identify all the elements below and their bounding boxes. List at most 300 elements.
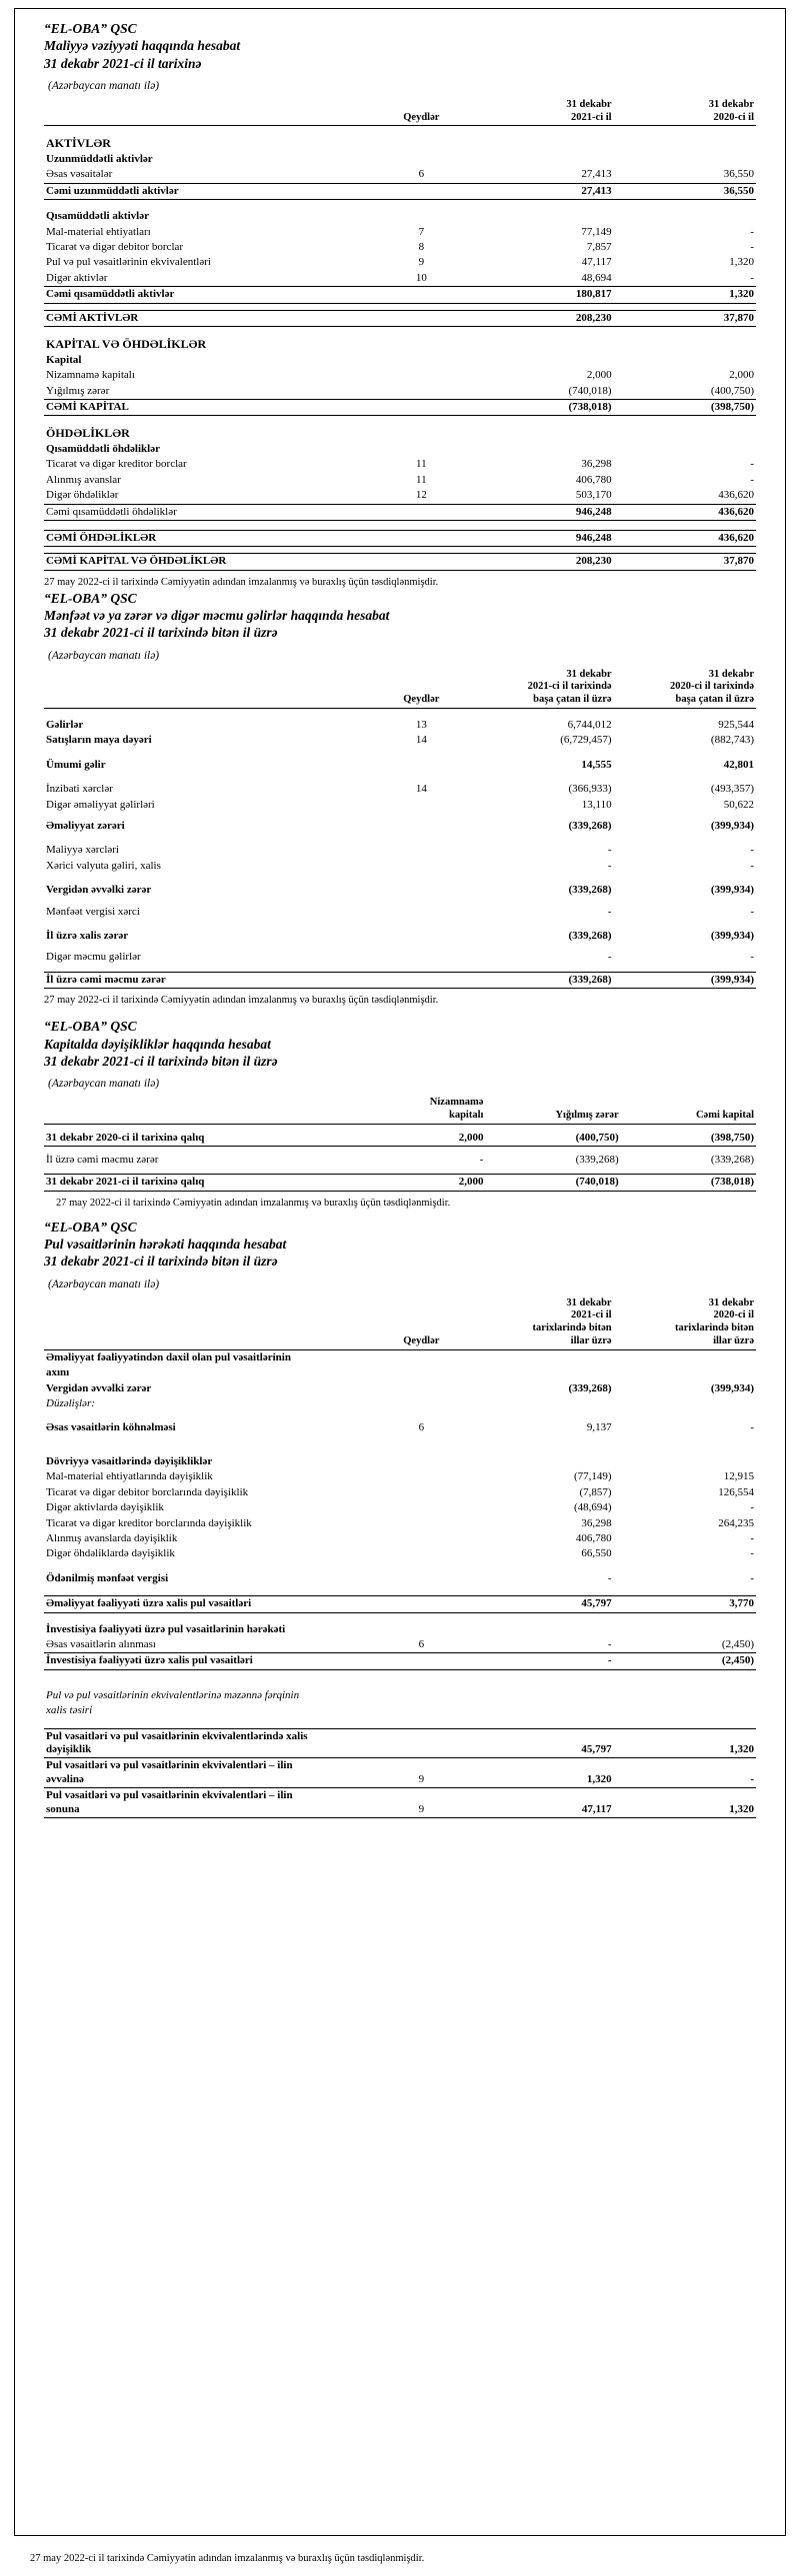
row-value-2: - bbox=[750, 1421, 754, 1434]
table-row bbox=[44, 718, 756, 733]
spacer-row bbox=[44, 1445, 756, 1454]
table-row-total bbox=[44, 1653, 756, 1669]
table-row bbox=[44, 1546, 756, 1561]
table-row-grand bbox=[44, 530, 756, 546]
statement-profit-loss bbox=[44, 590, 756, 1006]
row-value-2: - bbox=[750, 271, 754, 284]
table-header-row bbox=[44, 1296, 756, 1350]
row-value-2: 1,320 bbox=[729, 256, 754, 269]
row-note bbox=[372, 1485, 472, 1500]
row-value-2: 1,320 bbox=[614, 287, 756, 303]
row-value-2: 2,000 bbox=[729, 369, 754, 382]
row-label: Digər məcmu gəlirlər bbox=[46, 951, 141, 964]
row-label: İl üzrə xalis zərər bbox=[46, 930, 129, 943]
table-row bbox=[44, 255, 756, 270]
row-value-2: 925,544 bbox=[718, 718, 754, 731]
row-value-3: (398,750) bbox=[621, 1131, 756, 1147]
row-label: CƏMİ KAPİTAL bbox=[44, 399, 372, 415]
row-value-1: (339,268) bbox=[568, 930, 612, 943]
row-label: Yığılmış zərər bbox=[46, 384, 110, 397]
row-value-1: 27,413 bbox=[581, 168, 612, 181]
spacer-row bbox=[44, 834, 756, 843]
table-row bbox=[44, 384, 756, 400]
row-value-2: 12,915 bbox=[723, 1470, 754, 1483]
row-value-1: 48,694 bbox=[581, 271, 612, 284]
header-col2: 31 dekabr 2020-ci il tarixində başa çatan il üzrə bbox=[614, 668, 756, 709]
table-row-total bbox=[44, 929, 756, 944]
table-row bbox=[44, 473, 756, 488]
table-row bbox=[44, 798, 756, 813]
subhead-noncurrent: Uzunmüddətli aktivlər bbox=[46, 153, 153, 166]
table-row-total bbox=[44, 183, 756, 199]
spacer-row bbox=[44, 303, 756, 310]
row-label: Əməliyyat zərəri bbox=[46, 820, 125, 833]
row-value-1: 45,797 bbox=[471, 1728, 613, 1758]
row-note bbox=[372, 972, 472, 988]
row-value-2: 1,320 bbox=[614, 1728, 756, 1758]
row-value-1: (738,018) bbox=[471, 399, 613, 415]
currency-note-pl: (Azərbaycan manatı ilə) bbox=[48, 649, 160, 662]
row-value-1: 946,248 bbox=[471, 504, 613, 520]
row-label: CƏMİ KAPİTAL VƏ ÖHDƏLİKLƏR bbox=[44, 554, 372, 570]
row-value-1: 7,857 bbox=[586, 241, 612, 254]
spacer-row bbox=[44, 920, 756, 929]
row-note bbox=[372, 1596, 472, 1612]
row-value-1: 6,744,012 bbox=[567, 718, 612, 731]
row-label: Pul vəsaitləri və pul vəsaitlərinin ekvivalentləri – ilin sonuna bbox=[44, 1788, 372, 1818]
table-row bbox=[44, 1516, 756, 1531]
spacer-row bbox=[44, 1562, 756, 1571]
company-name: “EL-OBA” QSC bbox=[44, 1219, 137, 1235]
row-value-2: 50,622 bbox=[723, 798, 754, 811]
row-label: CƏMİ AKTİVLƏR bbox=[44, 310, 372, 326]
row-note: 9 bbox=[418, 256, 425, 269]
row-label: Cəmi qısamüddətli aktivlər bbox=[44, 287, 372, 303]
spacer-row bbox=[44, 1436, 756, 1445]
company-name: “EL-OBA” QSC bbox=[44, 21, 137, 36]
row-value-1: 946,248 bbox=[471, 530, 613, 546]
row-label: İl üzrə cəmi məcmu zərər bbox=[46, 1154, 159, 1167]
row-value-1: (339,268) bbox=[471, 972, 613, 988]
spacer-row bbox=[44, 773, 756, 782]
row-value-1: 406,780 bbox=[575, 473, 612, 486]
row-label: 31 dekabr 2021-ci il tarixinə qalıq bbox=[44, 1175, 372, 1191]
row-value-2: 1,320 bbox=[614, 1788, 756, 1818]
row-value-2: - bbox=[614, 1758, 756, 1788]
statement-pl-title-line2: 31 dekabr 2021-ci il tarixində bitən il üzrə bbox=[44, 625, 278, 641]
row-value-1: (7,857) bbox=[579, 1485, 612, 1498]
row-value-1: 27,413 bbox=[471, 183, 613, 199]
row-note bbox=[372, 310, 472, 326]
row-label: Alınmış avanslar bbox=[46, 473, 121, 486]
row-value-1: 1,320 bbox=[471, 1758, 613, 1788]
table-row bbox=[44, 368, 756, 383]
row-value-2: 37,870 bbox=[614, 554, 756, 570]
cashflow-table bbox=[44, 1296, 756, 1818]
row-label: Cəmi uzunmüddətli aktivlər bbox=[44, 183, 372, 199]
row-value-2: (399,934) bbox=[710, 884, 754, 897]
row-note bbox=[372, 183, 472, 199]
row-note: 14 bbox=[415, 783, 427, 796]
row-value-1: 14,555 bbox=[581, 758, 612, 771]
row-value-1: 66,550 bbox=[581, 1547, 612, 1560]
spacer-row bbox=[44, 200, 756, 210]
header-note: Qeydlər bbox=[372, 1296, 472, 1350]
row-label: Mal-material ehtiyatları bbox=[46, 225, 151, 238]
row-note bbox=[372, 1571, 472, 1586]
row-label: Vergidən əvvəlki zərər bbox=[46, 884, 152, 897]
row-value-2: (400,750) bbox=[710, 384, 754, 397]
row-value-1: 180,817 bbox=[471, 287, 613, 303]
row-label: Cəmi qısamüddətli öhdəliklər bbox=[44, 504, 372, 520]
row-value-1: - bbox=[607, 844, 612, 857]
header-note: Qeydlər bbox=[372, 668, 472, 709]
header-col1: 31 dekabr 2021-ci il bbox=[471, 98, 613, 126]
table-row bbox=[44, 488, 756, 504]
table-row bbox=[44, 950, 756, 965]
row-value-2: - bbox=[750, 1571, 754, 1584]
table-row-grand bbox=[44, 554, 756, 570]
row-value-1: 36,298 bbox=[581, 458, 612, 471]
row-note: 10 bbox=[415, 271, 427, 284]
row-value-2: 37,870 bbox=[614, 310, 756, 326]
row-note: 6 bbox=[418, 1421, 425, 1434]
row-label: Əməliyyat fəaliyyəti üzrə xalis pul vəsaitləri bbox=[44, 1596, 372, 1612]
row-note: 9 bbox=[372, 1758, 472, 1788]
row-value-2: - bbox=[750, 951, 754, 964]
row-label: Maliyyə xərcləri bbox=[46, 844, 119, 857]
row-value-2: - bbox=[750, 844, 754, 857]
spacer-row bbox=[44, 749, 756, 758]
signature-note-cashflow: 27 may 2022-ci il tarixində Cəmiyyətin adından imzalanmış və buraxlış üçün təsdiqlənmişdir. bbox=[30, 2553, 425, 2564]
spacer-row bbox=[44, 416, 756, 426]
row-value-1: 208,230 bbox=[471, 554, 613, 570]
subhead-working-capital: Dövriyyə vəsaitlərində dəyişikliklər bbox=[46, 1454, 213, 1467]
spacer-row bbox=[44, 1669, 756, 1679]
row-value-2: 436,620 bbox=[718, 489, 754, 502]
row-label: CƏMİ ÖHDƏLİKLƏR bbox=[44, 530, 372, 546]
row-label: Ümumi gəlir bbox=[46, 758, 106, 771]
row-value-2: 36,550 bbox=[723, 168, 754, 181]
row-note: 14 bbox=[415, 734, 427, 747]
row-value-1: (339,268) bbox=[568, 1381, 612, 1394]
row-value-2: 3,770 bbox=[614, 1596, 756, 1612]
page-content bbox=[30, 14, 770, 1818]
row-value-1: (740,018) bbox=[568, 384, 612, 397]
row-value-2: (339,268) bbox=[575, 1154, 619, 1167]
row-value-2: (399,934) bbox=[710, 820, 754, 833]
spacer-row bbox=[44, 1586, 756, 1596]
row-label: 31 dekabr 2020-ci il tarixinə qalıq bbox=[44, 1131, 372, 1147]
statement-cashflow-title bbox=[44, 1219, 756, 1271]
row-label: Ticarət və digər kreditor borclarında dəyişiklik bbox=[46, 1516, 252, 1529]
row-value-1: 406,780 bbox=[575, 1531, 612, 1544]
row-note bbox=[372, 530, 472, 546]
company-name: “EL-OBA” QSC bbox=[44, 590, 137, 606]
row-label: Əsas vəsaitlərin köhnəlməsi bbox=[46, 1421, 176, 1434]
table-row-total bbox=[44, 819, 756, 834]
row-value-1: 77,149 bbox=[581, 225, 612, 238]
currency-note-equity: (Azərbaycan manatı ilə) bbox=[48, 1078, 160, 1091]
subhead-current-liab: Qısamüddətli öhdəliklər bbox=[46, 442, 160, 455]
spacer-row bbox=[44, 1612, 756, 1622]
row-value-2: - bbox=[750, 1531, 754, 1544]
table-row-total bbox=[44, 1758, 756, 1788]
row-label: İl üzrə cəmi məcmu zərər bbox=[44, 972, 372, 988]
currency-note-cashflow: (Azərbaycan manatı ilə) bbox=[48, 1278, 160, 1290]
row-value-2: (399,934) bbox=[710, 930, 754, 943]
profit-loss-table bbox=[44, 668, 756, 990]
row-note bbox=[372, 399, 472, 415]
row-label: Nizamnamə kapitalı bbox=[46, 369, 135, 382]
table-row-grand bbox=[44, 399, 756, 415]
table-row bbox=[44, 1500, 756, 1515]
spacer-row bbox=[44, 1679, 756, 1688]
table-row bbox=[44, 1469, 756, 1484]
row-value-2: 264,235 bbox=[718, 1516, 754, 1529]
row-value-3: (339,268) bbox=[710, 1154, 754, 1167]
equity-table bbox=[44, 1096, 756, 1192]
row-note bbox=[372, 905, 472, 920]
header-blank bbox=[44, 98, 372, 126]
table-row-total bbox=[44, 883, 756, 898]
subhead-capital: Kapital bbox=[46, 353, 82, 366]
row-note bbox=[372, 1516, 472, 1531]
row-note: 12 bbox=[415, 489, 427, 502]
row-value-3: (738,018) bbox=[621, 1175, 756, 1191]
row-value-2: - bbox=[750, 225, 754, 238]
header-col2: 31 dekabr 2020-ci il bbox=[614, 98, 756, 126]
row-value-2: (398,750) bbox=[614, 399, 756, 415]
row-value-2: - bbox=[750, 905, 754, 918]
section-assets: AKTİVLƏR bbox=[46, 136, 111, 151]
table-row bbox=[44, 457, 756, 472]
row-note bbox=[372, 1531, 472, 1546]
header-share-capital: Nizamnamə kapitalı bbox=[372, 1096, 486, 1124]
subhead-current: Qısamüddətli aktivlər bbox=[46, 210, 149, 223]
row-label: Digər əməliyyat gəlirləri bbox=[46, 798, 155, 811]
row-label: Digər aktivlər bbox=[46, 271, 108, 284]
row-label: İnzibati xərclər bbox=[46, 783, 113, 796]
currency-note-balance: (Azərbaycan manatı ilə) bbox=[48, 79, 160, 92]
table-row-total bbox=[44, 287, 756, 303]
row-value-1: - bbox=[607, 859, 612, 872]
row-label: Mənfəət vergisi xərci bbox=[46, 905, 140, 918]
fx-effect-label-1: Pul və pul vəsaitlərinin ekvivalentlərinə məzənnə fərqinin bbox=[46, 1688, 300, 1701]
row-value-1: - bbox=[607, 951, 612, 964]
row-note: 13 bbox=[415, 718, 427, 731]
row-label: Digər öhdəliklər bbox=[46, 489, 119, 502]
row-value-1: 36,298 bbox=[581, 1516, 612, 1529]
table-header-row bbox=[44, 1096, 756, 1124]
row-note: 6 bbox=[418, 1637, 425, 1650]
row-label: İnvestisiya fəaliyyəti üzrə xalis pul vəsaitləri bbox=[44, 1653, 372, 1669]
balance-sheet-table bbox=[44, 98, 756, 571]
adjustments-label: Düzəlişlər: bbox=[46, 1397, 95, 1410]
row-label: Pul və pul vəsaitlərinin ekvivalentləri bbox=[46, 256, 211, 269]
spacer-row bbox=[44, 327, 756, 337]
statement-pl-title bbox=[44, 590, 756, 642]
row-label: Alınmış avanslarda dəyişiklik bbox=[46, 1531, 178, 1544]
row-note bbox=[372, 1728, 472, 1758]
row-note bbox=[372, 883, 472, 898]
row-note bbox=[372, 554, 472, 570]
row-value-1: 47,117 bbox=[581, 256, 612, 269]
row-label: Mal-material ehtiyatlarında dəyişiklik bbox=[46, 1470, 213, 1483]
spacer-row bbox=[44, 126, 756, 136]
row-value-1: - bbox=[479, 1154, 484, 1167]
subhead-operating-2: axını bbox=[46, 1366, 70, 1379]
row-note bbox=[372, 1653, 472, 1669]
row-note: 11 bbox=[416, 458, 427, 471]
table-row bbox=[44, 1153, 756, 1168]
row-value-1: (6,729,457) bbox=[560, 734, 612, 747]
row-note bbox=[372, 1469, 472, 1484]
statement-equity-title-line2: 31 dekabr 2021-ci il tarixində bitən il üzrə bbox=[44, 1053, 278, 1069]
table-row bbox=[44, 240, 756, 255]
row-value-2: - bbox=[750, 458, 754, 471]
header-note: Qeydlər bbox=[372, 98, 472, 126]
spacer-row bbox=[44, 520, 756, 530]
row-value-1: 2,000 bbox=[586, 369, 612, 382]
row-value-1: - bbox=[607, 1637, 612, 1650]
table-row bbox=[44, 1531, 756, 1546]
section-liabilities: ÖHDƏLİKLƏR bbox=[46, 426, 130, 441]
row-note bbox=[372, 368, 472, 383]
header-col1: 31 dekabr 2021-ci il tarixlarində bitən illar üzrə bbox=[471, 1296, 613, 1350]
row-value-2: - bbox=[750, 859, 754, 872]
header-blank bbox=[44, 668, 372, 709]
row-label: Xərici valyuta gəliri, xalis bbox=[46, 859, 161, 872]
table-row-total bbox=[44, 758, 756, 773]
statement-balance-title-line1: Maliyyə vəziyyəti haqqında hesabat bbox=[44, 38, 241, 54]
row-note: 9 bbox=[372, 1788, 472, 1818]
row-value-1: (339,268) bbox=[568, 884, 612, 897]
row-note bbox=[372, 1381, 472, 1396]
fx-effect-label-2: xalis təsiri bbox=[46, 1704, 93, 1717]
table-row bbox=[44, 782, 756, 797]
statement-cashflow-title-line2: 31 dekabr 2021-ci il tarixində bitən il üzrə bbox=[44, 1254, 278, 1270]
header-total-equity: Cəmi kapital bbox=[621, 1096, 756, 1124]
statement-balance-title-line2: 31 dekabr 2021-ci il tarixinə bbox=[44, 55, 202, 71]
row-value-2: (882,743) bbox=[710, 734, 754, 747]
row-value-2: 126,554 bbox=[718, 1485, 754, 1498]
row-value-2: (400,750) bbox=[485, 1131, 620, 1147]
row-value-2: 436,620 bbox=[614, 504, 756, 520]
section-equity-liabilities: KAPİTAL VƏ ÖHDƏLİKLƏR bbox=[46, 337, 207, 352]
table-row-total bbox=[44, 1788, 756, 1818]
row-value-1: (77,149) bbox=[574, 1470, 612, 1483]
table-row bbox=[44, 1131, 756, 1147]
table-row bbox=[44, 1637, 756, 1653]
row-label: Pul vəsaitləri və pul vəsaitlərinin ekvivalentlərində xalis dəyişiklik bbox=[44, 1728, 372, 1758]
statement-balance-title bbox=[44, 20, 756, 72]
row-note bbox=[372, 950, 472, 965]
spacer-row bbox=[44, 1411, 756, 1420]
row-value-1: 9,137 bbox=[586, 1421, 612, 1434]
subhead-investing: İnvestisiya fəaliyyəti üzrə pul vəsaitlərinin hərəkəti bbox=[46, 1622, 286, 1635]
row-value-1: (48,694) bbox=[574, 1501, 612, 1514]
header-col2: 31 dekabr 2020-ci il tarixlarində bitən illar üzrə bbox=[614, 1296, 756, 1350]
table-row bbox=[44, 905, 756, 920]
row-value-2: - bbox=[750, 241, 754, 254]
spacer-row bbox=[44, 1719, 756, 1729]
row-value-2: 436,620 bbox=[614, 530, 756, 546]
row-value-1: 503,170 bbox=[575, 489, 612, 502]
row-label: Ticarət və digər debitor borclarında dəyişiklik bbox=[46, 1485, 249, 1498]
row-note bbox=[372, 504, 472, 520]
table-header-row bbox=[44, 98, 756, 126]
row-label: Digər öhdəliklardə dəyişiklik bbox=[46, 1547, 175, 1560]
spacer-row bbox=[44, 547, 756, 554]
row-value-1: 208,230 bbox=[471, 310, 613, 326]
statement-equity-title bbox=[44, 1018, 756, 1070]
row-label: Satışların maya dəyəri bbox=[46, 734, 152, 747]
row-note: 8 bbox=[418, 241, 425, 254]
row-note bbox=[372, 384, 472, 400]
row-note bbox=[372, 1546, 472, 1561]
row-label: Vergidən əvvəlki zərər bbox=[46, 1381, 152, 1394]
row-label: Digər aktivlardə dəyişiklik bbox=[46, 1501, 164, 1514]
row-note bbox=[372, 1500, 472, 1515]
row-value-1: - bbox=[607, 1571, 612, 1584]
row-value-2: (493,357) bbox=[710, 783, 754, 796]
company-name: “EL-OBA” QSC bbox=[44, 1019, 137, 1035]
row-value-2: (2,450) bbox=[721, 1637, 754, 1650]
table-row-total bbox=[44, 1381, 756, 1396]
row-label: Ödənilmiş mənfəət vergisi bbox=[46, 1571, 169, 1584]
spacer-row bbox=[44, 708, 756, 718]
signature-note-balance: 27 may 2022-ci il tarixində Cəmiyyətin adından imzalanmış və buraxlış üçün təsdiqlənmişdir. bbox=[44, 576, 439, 588]
statement-equity-title-line1: Kapitalda dəyişikliklər haqqında hesabat bbox=[44, 1036, 271, 1052]
statement-equity bbox=[44, 1018, 756, 1209]
table-row bbox=[44, 167, 756, 183]
table-row-total bbox=[44, 1175, 756, 1191]
statement-pl-title-line1: Mənfəət və ya zərər və digər məcmu gəlirlər haqqında hesabat bbox=[44, 608, 390, 624]
row-note bbox=[372, 798, 472, 813]
row-note bbox=[372, 758, 472, 773]
row-note bbox=[372, 929, 472, 944]
row-value-1: 13,110 bbox=[581, 798, 612, 811]
row-label: Pul vəsaitləri və pul vəsaitlərinin ekvivalentləri – ilin əvvəlinə bbox=[44, 1758, 372, 1788]
row-value-1: (366,933) bbox=[568, 783, 612, 796]
table-row-total bbox=[44, 1596, 756, 1612]
table-row bbox=[44, 843, 756, 858]
signature-note-equity: 27 may 2022-ci il tarixində Cəmiyyətin adından imzalanmış və buraxlış üçün təsdiqlənmişdir. bbox=[56, 1197, 451, 1209]
row-value-2: (2,450) bbox=[614, 1653, 756, 1669]
row-note bbox=[372, 287, 472, 303]
row-value-1: (339,268) bbox=[568, 820, 612, 833]
row-label: Əsas vəsaitələr bbox=[46, 168, 113, 181]
table-row bbox=[44, 1571, 756, 1586]
row-note: 7 bbox=[418, 225, 425, 238]
table-row bbox=[44, 271, 756, 287]
row-label: Əsas vəsaitlərin alınması bbox=[46, 1637, 156, 1650]
statement-cashflow bbox=[44, 1219, 756, 1818]
row-label: Gəlirlər bbox=[46, 718, 84, 731]
row-note bbox=[372, 819, 472, 834]
row-value-2: - bbox=[750, 1547, 754, 1560]
table-row bbox=[44, 733, 756, 748]
table-row bbox=[44, 1485, 756, 1500]
row-value-1: - bbox=[471, 1653, 613, 1669]
row-note: 6 bbox=[418, 168, 425, 181]
statement-balance bbox=[44, 20, 756, 588]
row-value-2: - bbox=[750, 473, 754, 486]
table-row-total bbox=[44, 972, 756, 988]
row-value-1: - bbox=[607, 905, 612, 918]
table-row-total bbox=[44, 1728, 756, 1758]
